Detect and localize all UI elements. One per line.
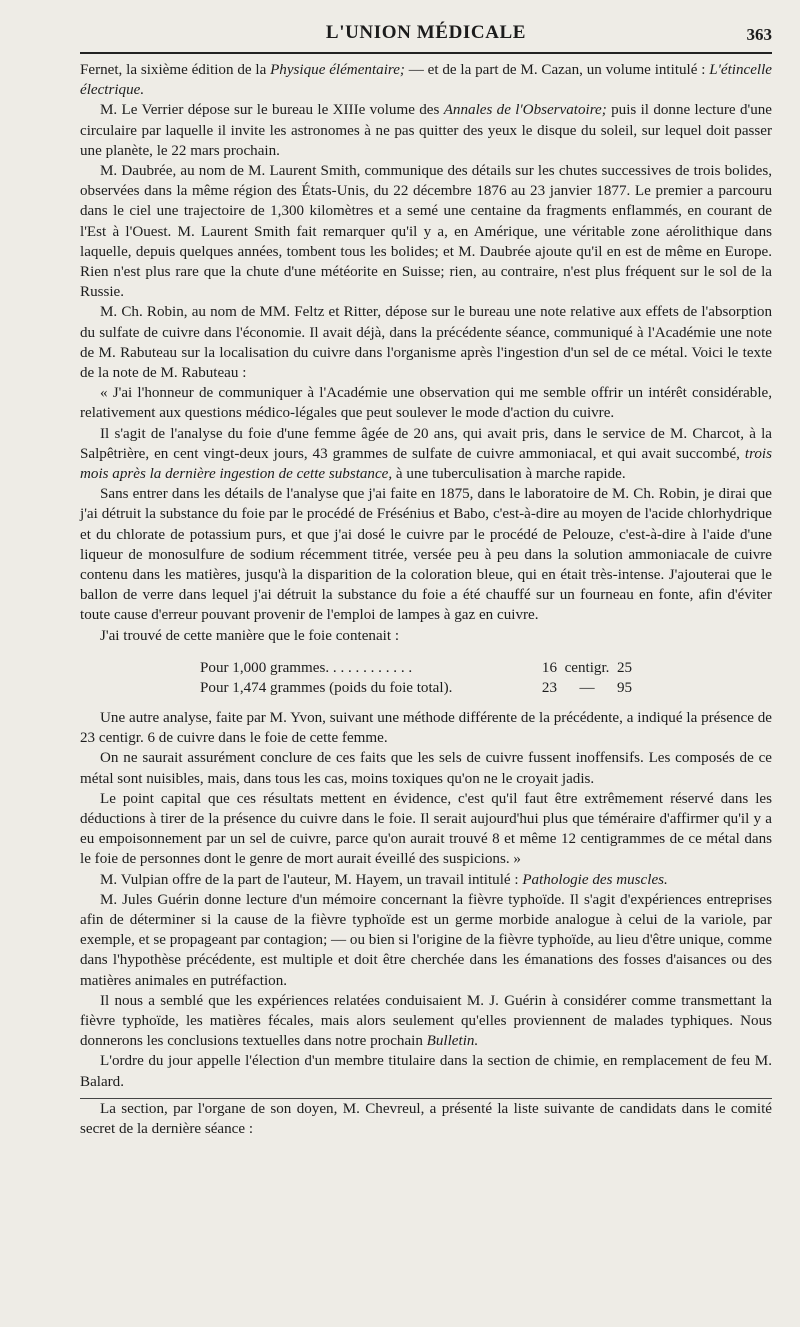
paragraph: Une autre analyse, faite par M. Yvon, suivant une méthode différente de la précédente, a indiqué la présence de 23 centigr. 6 de cuivre dans le foie de cette femme. (80, 709, 772, 747)
results-row (80, 658, 772, 678)
page-header (80, 18, 772, 48)
paragraph: Le point capital que ces résultats mettent en évidence, c'est qu'il faut être extrêmement réservé dans les déductions à tirer de la présence du cuivre dans le foie. Il serait aujourd'hui plus que téméraire d'affirmer qu'il y a eu empoisonnement par un sel de cuivre, parce qu'on aurait trouvé 8 et même 12 centigrammes de ce métal dans le foie de personnes dont le genre de mort aurait éveillé des suspicions. » (80, 790, 772, 868)
paragraph: Sans entrer dans les détails de l'analyse que j'ai faite en 1875, dans le laboratoire de M. Ch. Robin, je dirai que j'ai détruit la substance du foie par le procédé de Frésénius et Babo, c'est-à-dire au moyen de l'acide chlorhydrique et du chlorate de potassium purs, et que j'ai dosé le cuivre par le procédé de Pelouze, c'est-à-dire à l'aide d'une liqueur de monosulfure de sodium récemment titrée, versée peu à peu dans la solution ammoniacale de cuivre contenu dans les matières, jusqu'à la disparition de la coloration bleue, qui en était très-intense. J'ajouterai que le ballon de verre dans lequel j'ai détruit la substance du foie a été chauffé sur un fourneau en fonte, afin d'éviter toute cause d'erreur pouvant provenir de l'emploi de lampes à gaz en cuivre. (80, 486, 772, 624)
results-unit: — (579, 679, 595, 696)
results-row (80, 678, 772, 698)
results-value: 16 (541, 659, 557, 676)
page-number: 363 (746, 25, 772, 44)
paragraph: On ne saurait assurément conclure de ces faits que les sels de cuivre fussent inoffensifs. Les composés de ce métal sont nuisibles, mais, dans tous les cas, moins toxiques qu'on ne le croyait jadis. (80, 750, 772, 787)
results-value: 23 (541, 679, 557, 696)
results-label: Pour 1,474 grammes (poids du foie total). (200, 679, 453, 696)
paragraph: Il nous a semblé que les expériences relatées conduisaient M. J. Guérin à considérer comme transmettant la fièvre typhoïde, les matières fécales, mais alors seulement qu'elles proviennent de malades typhiques. Nous donnerons les conclusions textuelles dans notre prochain Bulletin. (80, 992, 772, 1050)
paragraph: Fernet, la sixième édition de la Physique élémentaire; — et de la part de M. Cazan, un volume intitulé : L'étincelle électrique. (80, 62, 773, 99)
paragraph: M. Le Verrier dépose sur le bureau le XIIIe volume des Annales de l'Observatoire; puis il donne lecture d'une circulaire par laquelle il invite les astronomes à ne pas quitter des yeux le disque du soleil, sur lequel doit passer une planète, le 22 mars prochain. (80, 102, 773, 159)
results-table (80, 658, 772, 698)
results-unit: centigr. (564, 659, 610, 676)
results-decimal: 95 (617, 679, 633, 696)
results-label: Pour 1,000 grammes. . . . . . . . . . . . (200, 659, 413, 676)
paragraph: Il s'agit de l'analyse du foie d'une femme âgée de 20 ans, qui avait pris, dans le service de M. Charcot, à la Salpêtrière, en cent vingt-deux jours, 43 grammes de sulfate de cuivre ammoniacal, et qui avait succombé, trois mois après la dernière ingestion de cette substance, à une tuberculisation à marche rapide. (80, 425, 772, 483)
results-decimal: 25 (617, 659, 633, 676)
header-rule (80, 52, 772, 54)
paragraph: L'ordre du jour appelle l'élection d'un membre titulaire dans la section de chimie, en remplacement de feu M. Balard. (80, 1053, 772, 1090)
paragraph: La section, par l'organe de son doyen, M. Chevreul, a présenté la liste suivante de candidats dans le comité secret de la dernière séance : (80, 1100, 772, 1137)
paragraph: M. Vulpian offre de la part de l'auteur, M. Hayem, un travail intitulé : Pathologie des muscles. (100, 871, 668, 888)
running-title: L'UNION MÉDICALE (325, 22, 527, 43)
paragraph: M. Ch. Robin, au nom de MM. Feltz et Ritter, dépose sur le bureau une note relative aux effets de l'absorption du sulfate de cuivre dans l'économie. Il avait déjà, dans la précédente séance, communiqué à l'Académie une note de M. Rabuteau sur la localisation du cuivre dans l'organisme après l'ingestion d'un sel de ce métal. Voici le texte de la note de M. Rabuteau : (80, 304, 772, 382)
paragraph: J'ai trouvé de cette manière que le foie contenait : (100, 627, 400, 644)
paragraph: M. Jules Guérin donne lecture d'un mémoire concernant la fièvre typhoïde. Il s'agit d'expériences entreprises afin de déterminer si la cause de la fièvre typhoïde est un germe morbide analogue à celui de la variole, par exemple, et se propageant par contagion; — ou bien si l'origine de la fièvre typhoïde, au lieu d'être unique, comme dans l'hypothèse précédente, est multiple et doit être cherchée dans les émanations des fosses d'aisances ou des matières animales en putréfaction. (80, 891, 772, 989)
paragraph: M. Daubrée, au nom de M. Laurent Smith, communique des détails sur les chutes successives de trois bolides, observées dans la même région des États-Unis, du 22 décembre 1876 au 23 janvier 1877. Le premier a parcouru dans le ciel une trajectoire de 1,300 kilomètres et a semé une centaine da fragments enflammés, en courant de l'Est à l'Ouest. M. Laurent Smith fait remarquer qu'il y a, en Amérique, une véritable zone aérolithique dans laquelle, depuis quelques années, tombent tous les bolides; et M. Daubrée ajoute qu'il en est de même en Europe. Rien n'est plus rare que la chute d'une météorite en Suisse; rien, au contraire, n'est plus fréquent sur le sol de la Russie. (80, 163, 772, 301)
article-body (80, 60, 772, 1139)
paragraph: « J'ai l'honneur de communiquer à l'Académie une observation qui me semble offrir un intérêt considérable, relativement aux questions médico-légales que peut soulever le mode d'action du cuivre. (80, 385, 772, 422)
